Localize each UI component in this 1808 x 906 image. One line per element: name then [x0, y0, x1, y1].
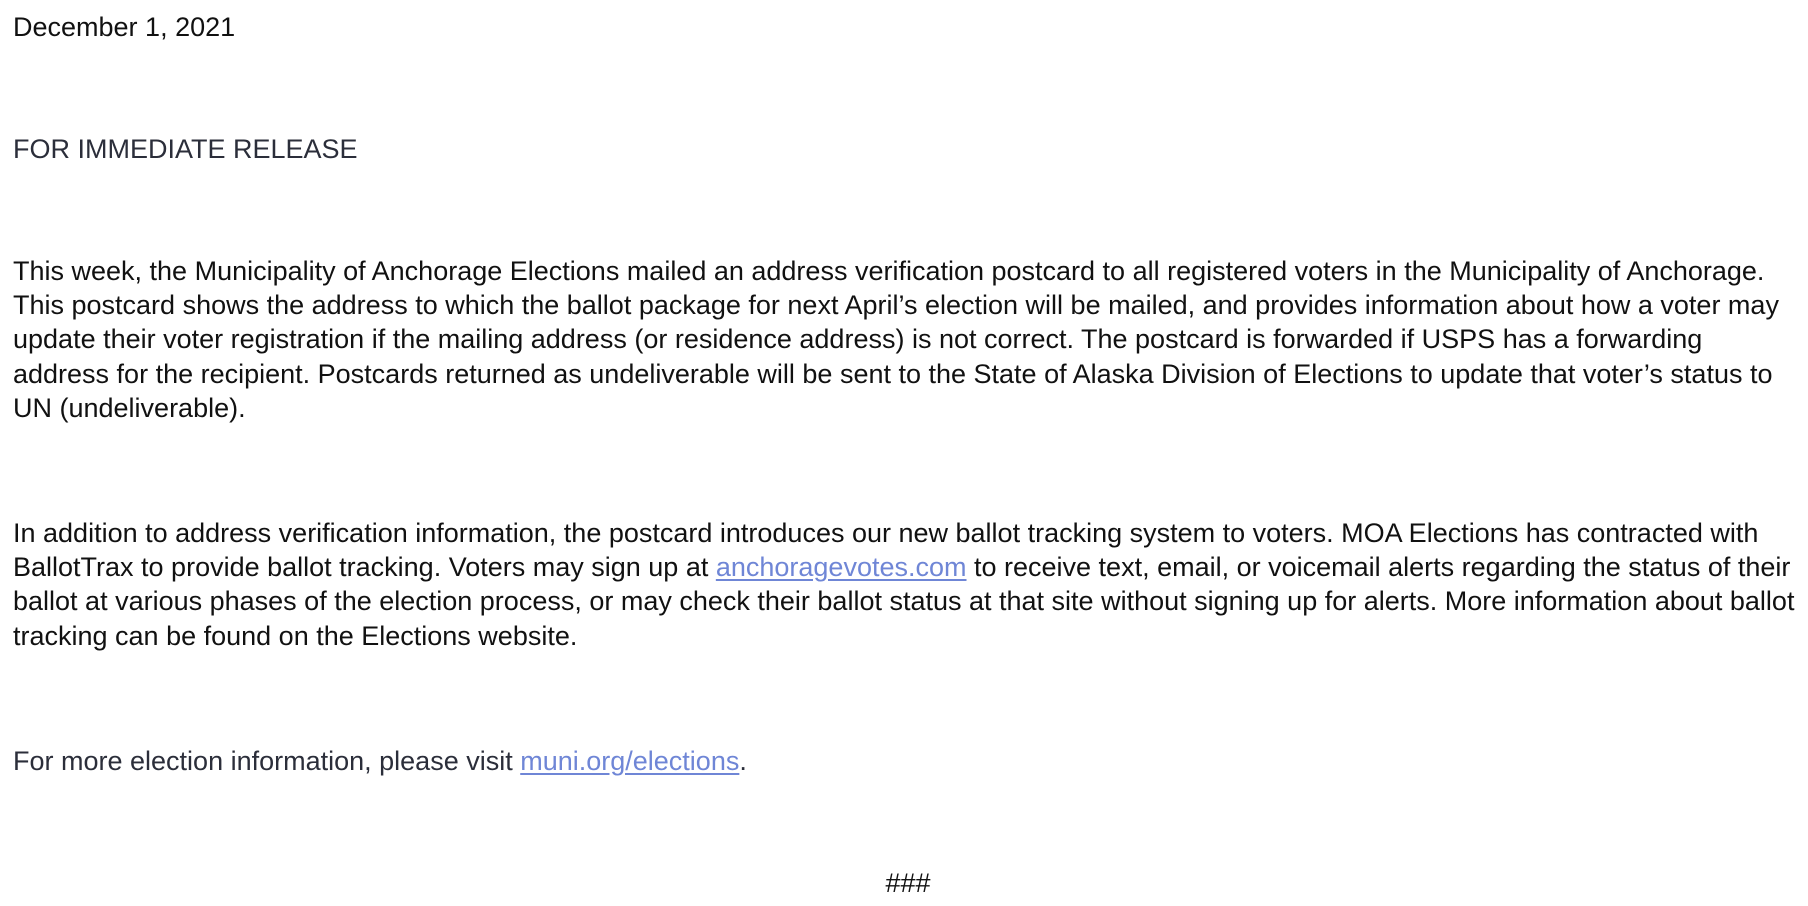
- end-of-release-mark: ###: [885, 868, 931, 898]
- release-date: December 1, 2021: [13, 12, 236, 42]
- body-paragraph-address-verification: This week, the Municipality of Anchorage Elections mailed an address verification postcard to all registered voters in the Municipality of Anchorage. This postcard shows the address to which the ballot package for next April’s election will be mailed, and provides information about how a voter may update their voter registration if the mailing address (or residence address) is not correct. The postcard is forwarded if USPS has a forwarding address for the recipient. Postcards returned as undeliverable will be sent to the State of Alaska Division of Elections to update that voter’s status to UN (undeliverable).: [13, 256, 1779, 423]
- paragraph-text-before-link: In addition to address verification information, the postcard introduces our new ballot tracking system to voters. MOA Elections has contracted with BallotTrax to provide ballot tracking. Voters may sign up at: [13, 518, 1759, 583]
- anchoragevotes-link[interactable]: anchoragevotes.com: [715, 552, 967, 583]
- release-label: FOR IMMEDIATE RELEASE: [13, 134, 358, 164]
- body-paragraph-ballot-tracking: [13, 516, 1803, 653]
- more-information-line: [13, 744, 747, 778]
- paragraph-text-after-link: to receive text, email, or voicemail alerts regarding the status of their ballot at various phases of the election process, or may check their ballot status at that site without signing up for alerts. More information about ballot tracking can be found on the Elections website.: [13, 552, 1795, 651]
- more-information-text: For more election information, please visit: [13, 746, 521, 776]
- more-information-period: .: [739, 746, 747, 776]
- muni-elections-link[interactable]: muni.org/elections: [520, 746, 740, 776]
